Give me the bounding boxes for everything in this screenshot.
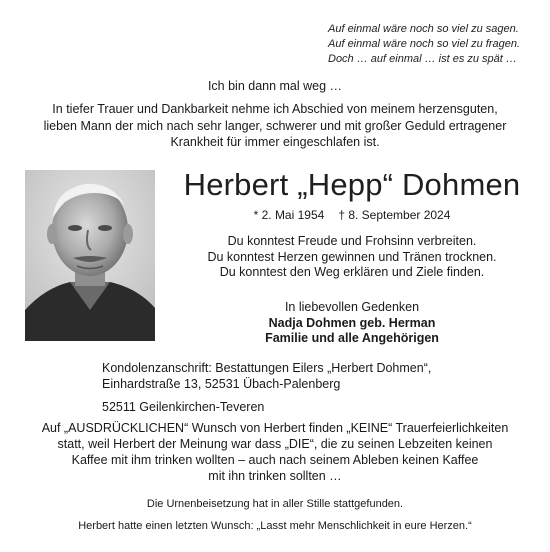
mourning-text: [0, 101, 550, 151]
wish-line: mit ihn trinken sollten …: [208, 469, 342, 483]
poem: [328, 22, 520, 67]
condolence-line: Kondolenzanschrift: Bestattungen Eilers „Herbert Dohmen“,: [102, 361, 432, 375]
condolence-address: [102, 360, 522, 392]
poem-line: Doch … auf einmal … ist es zu spät …: [328, 53, 517, 65]
remembrance-intro: In liebevollen Gedenken: [284, 300, 420, 314]
mourner-family: Familie und alle Angehörigen: [265, 331, 439, 345]
mourning-line: Krankheit für immer eingeschlafen ist.: [170, 135, 380, 149]
last-wish-note: Herbert hatte einen letzten Wunsch: „Lasst mehr Menschlichkeit in eure Herzen.“: [78, 520, 472, 532]
intro-text: Ich bin dann mal weg …: [207, 79, 343, 93]
wish-line: Auf „AUSDRÜCKLICHEN“ Wunsch von Herbert finden „KEINE“ Trauerfeierlichkeiten: [41, 421, 509, 435]
portrait-photo-drawing: [25, 170, 155, 341]
poem-line: Auf einmal wäre noch so viel zu fragen.: [328, 38, 520, 50]
mourner-name: Nadja Dohmen geb. Herman: [268, 315, 436, 330]
verse-line: Du konntest Herzen gewinnen und Tränen trocknen.: [207, 249, 497, 264]
birth-date: * 2. Mai 1954: [253, 208, 325, 222]
mourning-line: lieben Mann der mich nach sehr langer, schwerer und mit großer Geduld ertragener: [43, 118, 507, 133]
urn-burial-note: Die Urnenbeisetzung hat in aller Stille stattgefunden.: [146, 498, 404, 510]
poem-line: Auf einmal wäre noch so viel zu sagen.: [328, 23, 519, 35]
death-date: † 8. September 2024: [338, 208, 451, 222]
mourning-line: In tiefer Trauer und Dankbarkeit nehme ich Abschied von meinem herzensguten,: [52, 102, 498, 116]
verse: [172, 234, 532, 281]
location-line: 52511 Geilenkirchen-Teveren: [102, 400, 265, 414]
wish-line: Kaffee mit ihm trinken wollten – auch nach seinem Ableben keinen Kaffee: [71, 453, 479, 467]
wish-line: statt, weil Herbert der Meinung war dass „DIE“, die zu seinen Lebzeiten keinen: [57, 437, 493, 451]
portrait-photo: [25, 170, 155, 341]
verse-line: Du konntest Freude und Frohsinn verbreiten.: [227, 234, 477, 248]
condolence-line: Einhardstraße 13, 52531 Übach-Palenberg: [102, 377, 341, 391]
wish-text: [0, 420, 550, 484]
deceased-name: Herbert „Hepp“ Dohmen: [183, 167, 521, 202]
remembrance: [172, 300, 532, 347]
life-dates: [172, 208, 532, 222]
verse-line: Du konntest den Weg erklären und Ziele finden.: [219, 265, 485, 279]
